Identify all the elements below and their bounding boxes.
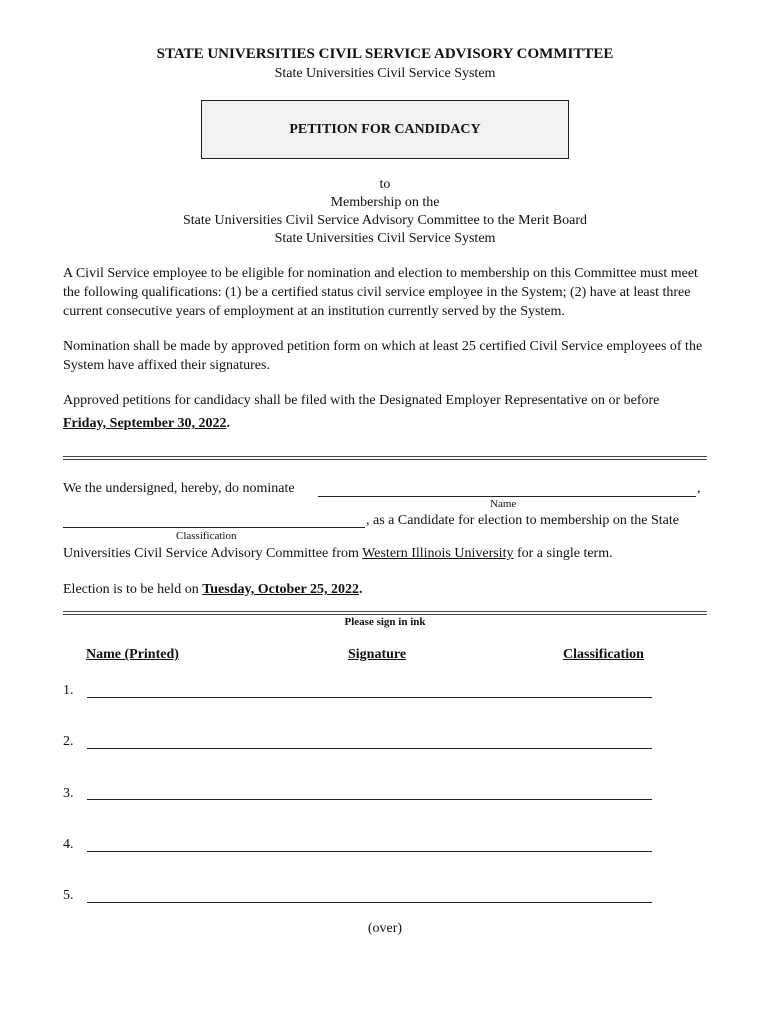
name-caption: Name (490, 498, 517, 510)
committee-suffix: for a single term. (516, 546, 613, 561)
classification-field[interactable] (63, 527, 365, 528)
election-prefix: Election is to be held on (63, 582, 199, 597)
university-name: Western Illinois University (362, 546, 514, 561)
deadline-date: Friday, September 30, 2022 (63, 416, 227, 431)
committee-university-line (63, 546, 613, 562)
committee-prefix: Universities Civil Service Advisory Committee from (63, 546, 359, 561)
column-name-printed: Name (Printed) (86, 647, 179, 662)
signature-row-line[interactable] (87, 748, 652, 749)
election-period: . (358, 582, 363, 597)
signature-row-line[interactable] (87, 799, 652, 800)
section-divider (63, 456, 707, 460)
nominate-prefix: We the undersigned, hereby, do nominate (63, 481, 295, 496)
eligibility-paragraph: A Civil Service employee to be eligible for nomination and election to membership on this Committee must meet the following qualifications: (1) be a certified status civil service employee in the System; (2) have at least three current consecutive years of employment at an institution currently served by the System. (63, 266, 698, 319)
membership-line: Membership on the (330, 195, 440, 210)
row-number: 4. (63, 837, 74, 852)
row-number: 2. (63, 734, 74, 749)
petition-title: PETITION FOR CANDIDACY (289, 121, 481, 137)
election-line (63, 582, 362, 598)
signature-row-line[interactable] (87, 902, 652, 903)
nominee-name-field[interactable] (318, 496, 696, 497)
deadline-period: . (226, 416, 230, 431)
filing-deadline (63, 416, 230, 432)
row-number: 5. (63, 888, 74, 903)
to-line: to (379, 177, 391, 192)
system-line: State Universities Civil Service System (274, 231, 496, 246)
nomination-paragraph: Nomination shall be made by approved petition form on which at least 25 certified Civil Service employees of the System have affixed their signatures. (63, 339, 703, 373)
signature-row-line[interactable] (87, 697, 652, 698)
signature-row-line[interactable] (87, 851, 652, 852)
filing-paragraph: Approved petitions for candidacy shall be filed with the Designated Employer Representative on or before (63, 393, 660, 408)
sign-instruction: Please sign in ink (344, 616, 426, 628)
classification-caption: Classification (176, 530, 237, 542)
committee-title: STATE UNIVERSITIES CIVIL SERVICE ADVISORY COMMITTEE (156, 46, 614, 62)
column-signature: Signature (348, 647, 407, 662)
table-divider (63, 611, 707, 615)
election-date: Tuesday, October 25, 2022 (202, 582, 359, 597)
row-number: 1. (63, 683, 74, 698)
row-number: 3. (63, 786, 74, 801)
membership-block (0, 176, 770, 248)
petition-title-box (201, 100, 569, 159)
candidate-text: , as a Candidate for election to membership on the State (366, 513, 679, 528)
column-classification: Classification (563, 647, 644, 662)
nominee-comma: , (697, 481, 701, 496)
over-note: (over) (367, 921, 403, 936)
system-subtitle: State Universities Civil Service System (274, 66, 496, 81)
committee-line: State Universities Civil Service Advisory Committee to the Merit Board (183, 213, 587, 228)
